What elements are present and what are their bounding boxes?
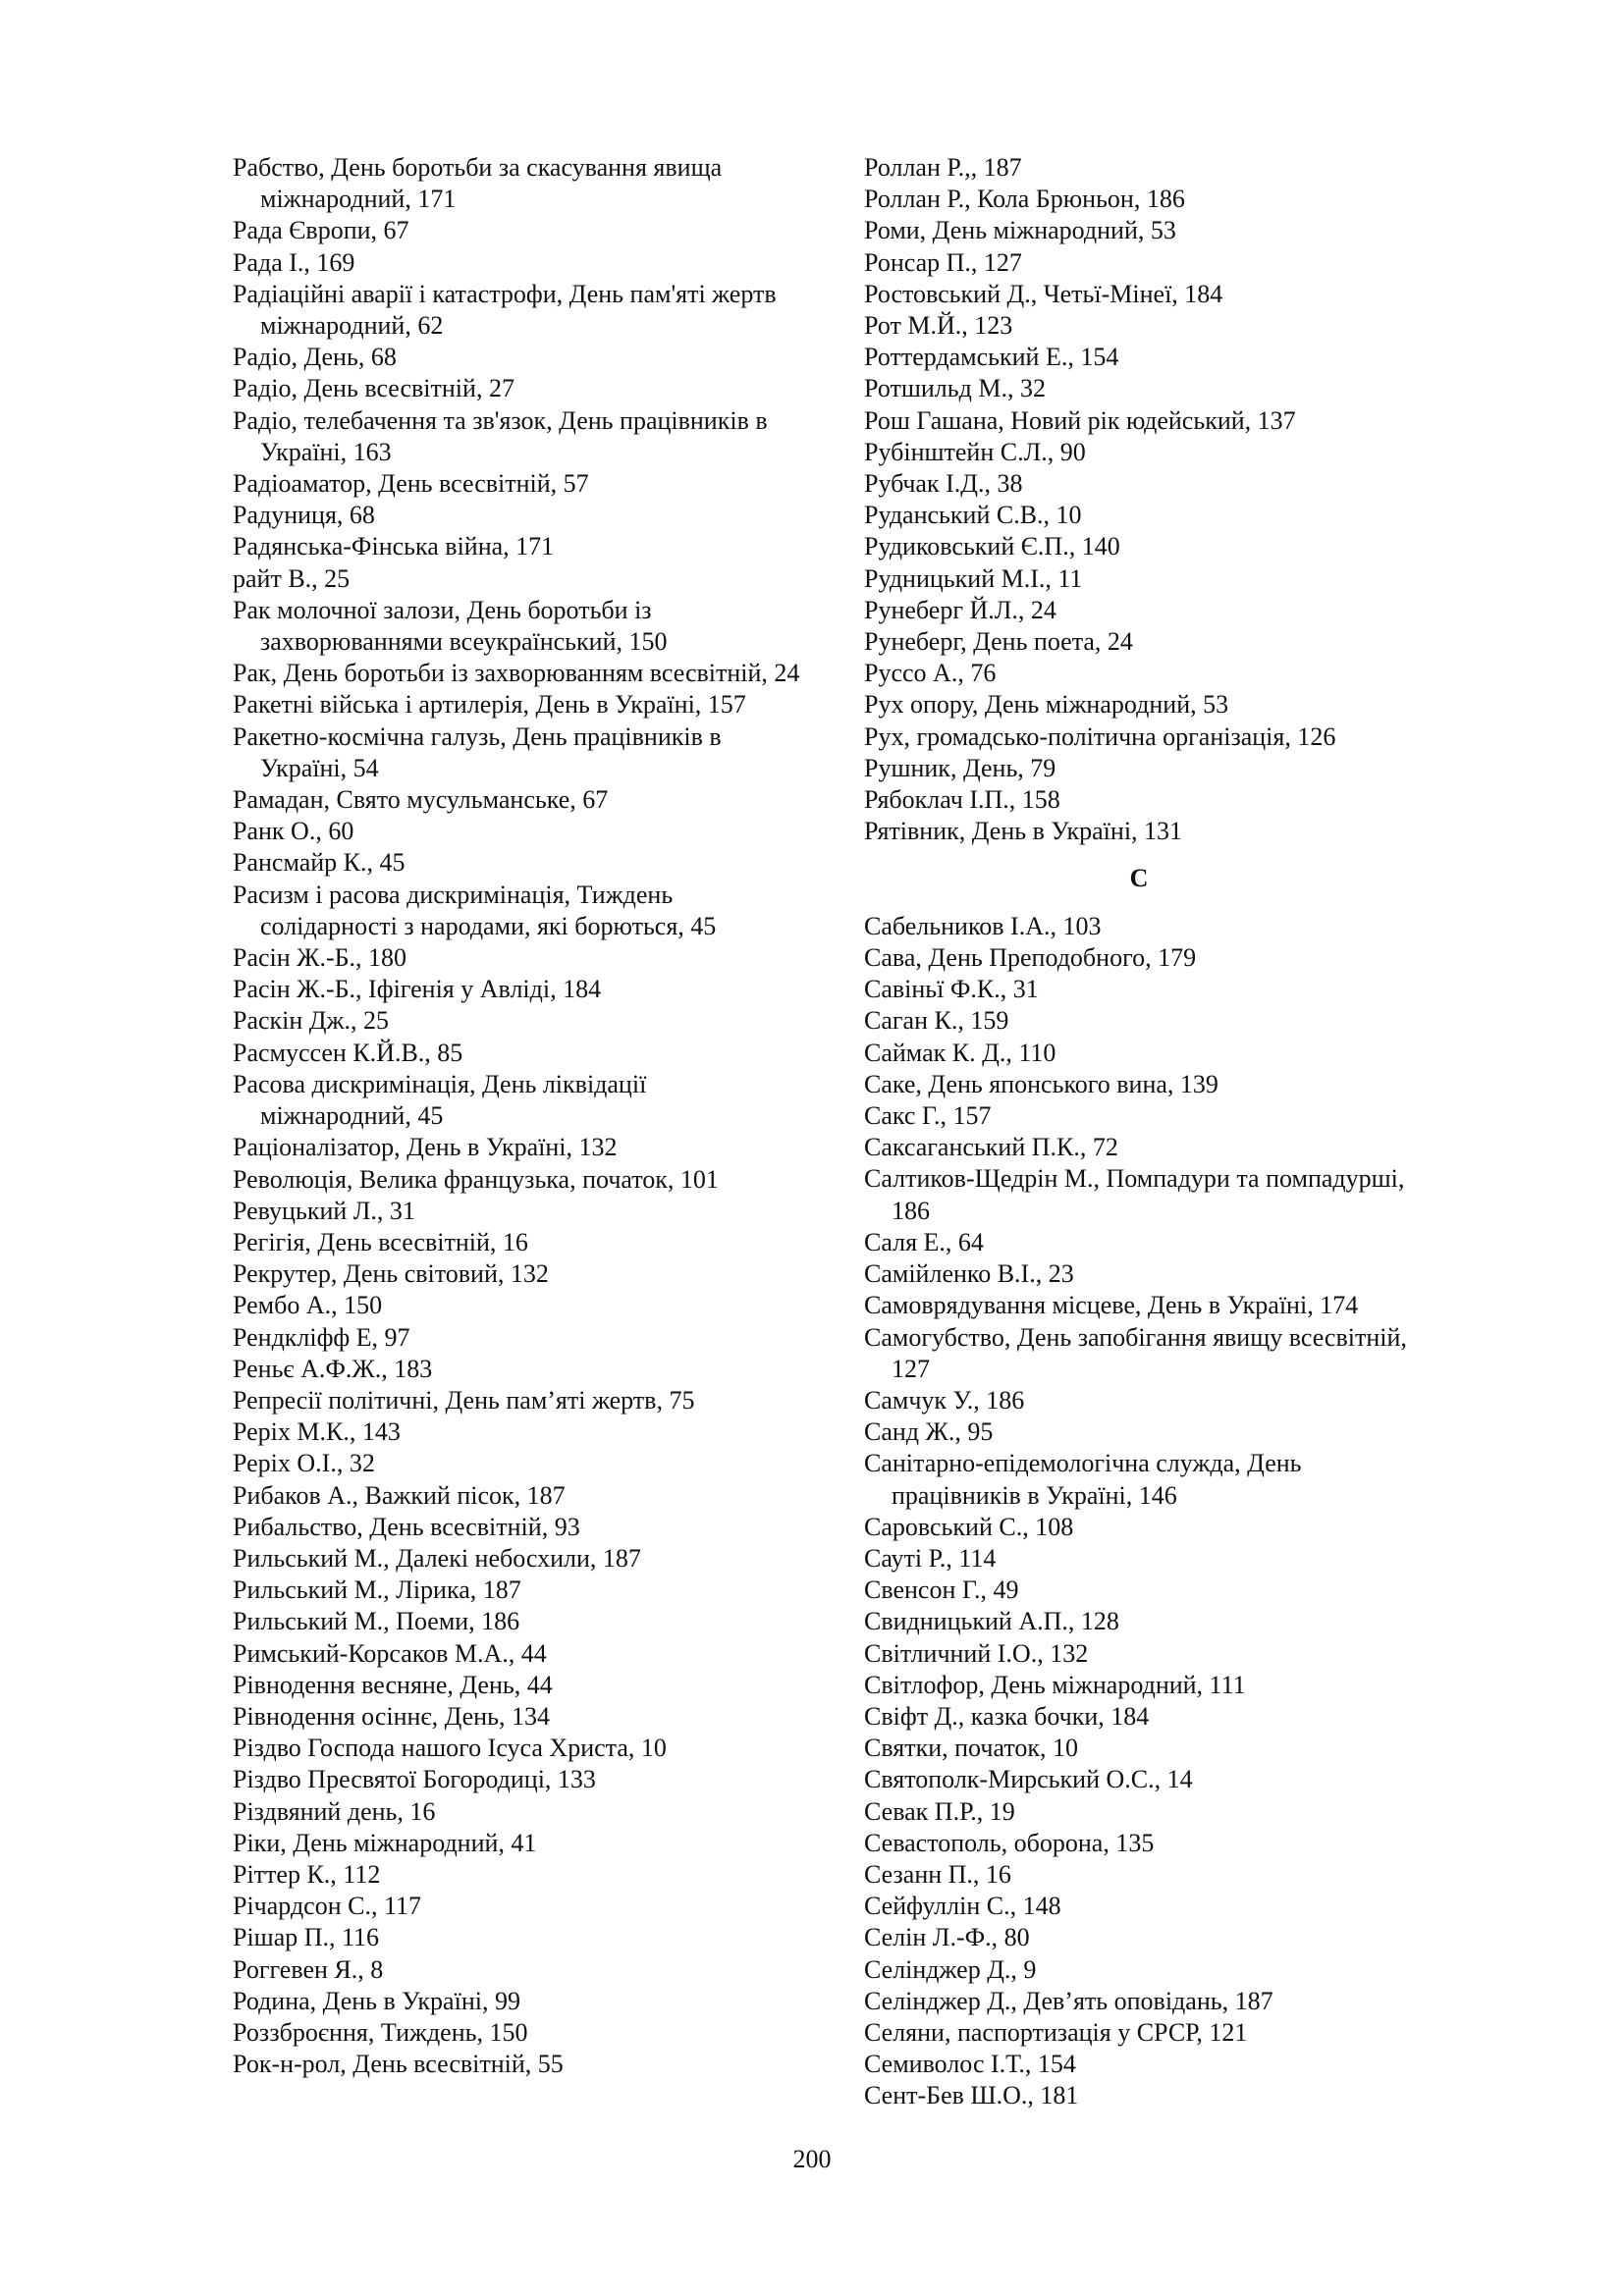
index-entry: Сава, День Преподобного, 179 — [864, 943, 1197, 973]
index-entry: Севастополь, оборона, 135 — [864, 1828, 1155, 1857]
index-entry: Радянська-Фінська війна, 171 — [233, 532, 555, 561]
index-entry: Регігія, День всесвітній, 16 — [233, 1227, 528, 1256]
index-entry: Рудницький М.І., 11 — [864, 563, 1083, 593]
index-entry: Рибаков А., Важкий пісок, 187 — [233, 1480, 566, 1510]
section-letter: С — [1129, 864, 1149, 893]
index-entry: Рада І., 169 — [233, 247, 355, 277]
index-entry: Рубінштейн С.Л., 90 — [864, 437, 1086, 466]
index-entry: Рембо А., 150 — [233, 1291, 383, 1320]
index-entry: Руданський С.В., 10 — [864, 501, 1082, 530]
index-entry: Репресії політичні, День пам’яті жертв, 75 — [233, 1385, 695, 1415]
index-entry: Рівнодення весняне, День, 44 — [233, 1670, 553, 1699]
index-entry: Радіо, День, 68 — [233, 343, 397, 372]
index-entry: Рунеберг Й.Л., 24 — [864, 595, 1056, 624]
index-entry: Саксаганський П.К., 72 — [864, 1133, 1118, 1162]
index-entry: Сент-Бев Ш.О., 181 — [864, 2081, 1079, 2110]
index-entry: Рансмайр К., 45 — [233, 848, 406, 878]
index-entry: Салтиков-Щедрін М., Помпадури та помпадурші, 186 — [864, 1164, 1405, 1225]
index-column-left — [233, 152, 802, 2080]
index-entry: Рубчак І.Д., 38 — [864, 469, 1023, 499]
index-entry: Свидницький А.П., 128 — [864, 1607, 1119, 1636]
index-entry: Ракетно-космічна галузь, День працівників в Україні, 54 — [233, 721, 722, 782]
index-entry: Роггевен Я., 8 — [233, 1954, 384, 1984]
index-entry: Реріх О.І., 32 — [233, 1449, 375, 1478]
index-entry: Різдво Господа нашого Ісуса Христа, 10 — [233, 1734, 667, 1763]
index-entry: Святки, початок, 10 — [864, 1734, 1078, 1763]
index-entry: Рада Європи, 67 — [233, 216, 409, 245]
index-entry: Ранк О., 60 — [233, 817, 354, 846]
index-entry: Селінджер Д., Дев’ять оповідань, 187 — [864, 1986, 1273, 2015]
index-entry: Савіньї Ф.К., 31 — [864, 975, 1039, 1004]
index-entry: Саровський С., 108 — [864, 1512, 1074, 1541]
index-entry: Сауті Р., 114 — [864, 1543, 997, 1573]
index-entry: Самогубство, День запобігання явищу всесвітній, 127 — [864, 1322, 1407, 1383]
index-entry: Саке, День японського вина, 139 — [864, 1069, 1218, 1098]
index-entry: Рунеберг, День поета, 24 — [864, 627, 1133, 657]
index-entry: Ревуцький Л., 31 — [233, 1196, 415, 1225]
index-entry: Роллан Р.,, 187 — [864, 153, 1022, 182]
index-entry: Революція, Велика французька, початок, 101 — [233, 1164, 719, 1194]
index-entry: Раціоналізатор, День в Україні, 132 — [233, 1133, 618, 1162]
index-entry: Свіфт Д., казка бочки, 184 — [864, 1701, 1150, 1731]
index-entry: Рильський М., Лірика, 187 — [233, 1575, 521, 1605]
index-entry: Радіаційні аварії і катастрофи, День пам'яті жертв міжнародний, 62 — [233, 279, 777, 341]
index-entry: Різдвяний день, 16 — [233, 1796, 436, 1826]
index-entry: Рабство, День боротьби за скасування явища міжнародний, 171 — [233, 153, 723, 214]
index-entry: Самчук У., 186 — [864, 1385, 1025, 1415]
index-entry: Ріттер К., 112 — [233, 1859, 381, 1889]
index-entry: Сакс Г., 157 — [864, 1101, 992, 1131]
index-entry: Рятівник, День в Україні, 131 — [864, 817, 1183, 846]
index-entry: Сабельников І.А., 103 — [864, 911, 1102, 940]
index-column-right — [864, 152, 1414, 2112]
index-entry: Саган К., 159 — [864, 1006, 1009, 1036]
index-entry: Сейфуллін С., 148 — [864, 1892, 1061, 1921]
index-entry: Руссо А., 76 — [864, 659, 997, 688]
index-entry: Санд Ж., 95 — [864, 1417, 994, 1447]
index-entry: Різдво Пресвятої Богородиці, 133 — [233, 1765, 596, 1794]
index-entry: Рябоклач І.П., 158 — [864, 785, 1060, 815]
index-entry: Рушник, День, 79 — [864, 753, 1056, 782]
index-entry: Святополк-Мирський О.С., 14 — [864, 1765, 1193, 1794]
index-entry: Ронсар П., 127 — [864, 247, 1022, 277]
index-entry: Раскін Дж., 25 — [233, 1006, 390, 1036]
index-entry: Саймак К. Д., 110 — [864, 1038, 1056, 1067]
index-entry: Саля Е., 64 — [864, 1227, 984, 1256]
index-entry: Річардсон С., 117 — [233, 1892, 422, 1921]
index-entry: Рильський М., Далекі небосхили, 187 — [233, 1543, 641, 1573]
index-entry: Селяни, паспортизація у СРСР, 121 — [864, 2017, 1248, 2047]
index-entry: Радіоаматор, День всесвітній, 57 — [233, 469, 589, 499]
index-entry: Ростовський Д., Четьї-Мінеї, 184 — [864, 279, 1223, 308]
index-entry: Роззброєння, Тиждень, 150 — [233, 2017, 528, 2047]
index-entry: Реньє А.Ф.Ж., 183 — [233, 1354, 433, 1383]
index-entry: Родина, День в Україні, 99 — [233, 1986, 520, 2015]
index-entry: Рішар П., 116 — [233, 1923, 380, 1952]
index-entry: Расмуссен К.Й.В., 85 — [233, 1038, 463, 1067]
index-entry: Рак молочної залози, День боротьби із захворюваннями всеукраїнський, 150 — [233, 595, 668, 657]
index-entry: Рак, День боротьби із захворюванням всесвітній, 24 — [233, 659, 800, 688]
index-entry: Рух опору, День міжнародний, 53 — [864, 690, 1229, 720]
index-entry: Рекрутер, День світовий, 132 — [233, 1259, 549, 1289]
index-entry: Селінджер Д., 9 — [864, 1954, 1037, 1984]
index-entry: Рендкліфф Е, 97 — [233, 1322, 410, 1352]
index-entry: Ротшильд М., 32 — [864, 374, 1046, 403]
index-entry: Свенсон Г., 49 — [864, 1575, 1019, 1605]
index-entry: Роми, День міжнародний, 53 — [864, 216, 1176, 245]
index-entry: Реріх М.К., 143 — [233, 1417, 401, 1447]
index-entry: Рош Гашана, Новий рік юдейський, 137 — [864, 405, 1296, 435]
index-entry: Самоврядування місцеве, День в Україні, 174 — [864, 1291, 1359, 1320]
index-entry: Расизм і расова дискримінація, Тиждень солідарності з народами, які борються, 45 — [233, 880, 717, 940]
index-entry: Севак П.Р., 19 — [864, 1796, 1015, 1826]
index-entry: Санітарно-епідемологічна служда, День працівників в Україні, 146 — [864, 1449, 1302, 1510]
index-entry: Ріки, День міжнародний, 41 — [233, 1828, 537, 1857]
index-entry: Рівнодення осіннє, День, 134 — [233, 1701, 550, 1731]
index-group-r — [864, 152, 1414, 847]
index-entry: Радуниця, 68 — [233, 501, 375, 530]
index-group-s — [864, 911, 1414, 2112]
page-number: 200 — [792, 2145, 832, 2173]
index-entry: Рот М.Й., 123 — [864, 311, 1013, 341]
index-entry: Расін Ж.-Б., 180 — [233, 943, 407, 973]
index-entry: Ракетні війська і артилерія, День в Україні, 157 — [233, 690, 746, 720]
index-entry: Радіо, День всесвітній, 27 — [233, 374, 514, 403]
index-entry: Сезанн П., 16 — [864, 1859, 1011, 1889]
index-entry: Расова дискримінація, День ліквідації міжнародний, 45 — [233, 1069, 647, 1131]
index-entry: Роллан Р., Кола Брюньон, 186 — [864, 185, 1185, 214]
index-entry: Рамадан, Свято мусульманське, 67 — [233, 785, 609, 815]
index-entry: Світлофор, День міжнародний, 111 — [864, 1670, 1246, 1699]
index-entry: Рудиковський Є.П., 140 — [864, 532, 1120, 561]
index-entry: Расін Ж.-Б., Іфігенія у Авліді, 184 — [233, 975, 602, 1004]
index-entry: Римський-Корсаков М.А., 44 — [233, 1638, 547, 1668]
index-entry: Радіо, телебачення та зв'язок, День працівників в Україні, 163 — [233, 405, 768, 466]
index-entry: райт В., 25 — [233, 563, 351, 593]
index-entry: Рильський М., Поеми, 186 — [233, 1607, 520, 1636]
index-entry: Роттердамський Е., 154 — [864, 343, 1119, 372]
index-entry: Самійленко В.І., 23 — [864, 1259, 1074, 1289]
index-entry: Рибальство, День всесвітній, 93 — [233, 1512, 580, 1541]
index-entry: Рок-н-рол, День всесвітній, 55 — [233, 2050, 564, 2079]
index-entry: Світличний І.О., 132 — [864, 1638, 1089, 1668]
index-entry: Семиволос І.Т., 154 — [864, 2050, 1076, 2079]
index-entry: Селін Л.-Ф., 80 — [864, 1923, 1030, 1952]
index-entry: Рух, громадсько-політична організація, 126 — [864, 721, 1336, 751]
